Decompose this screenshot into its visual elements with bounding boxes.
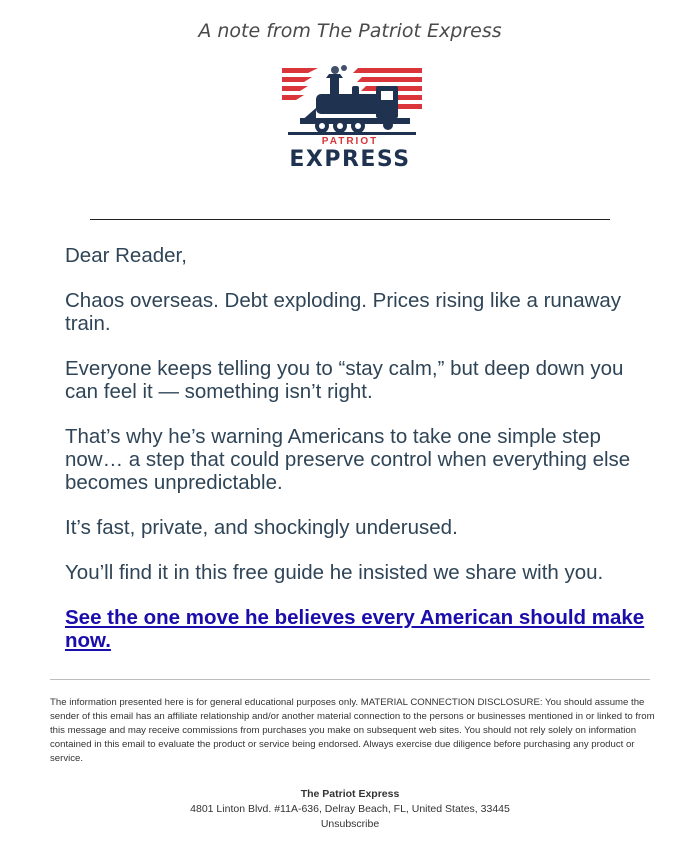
disclaimer-text: The information presented here is for general educational purposes only. MATERIAL CONNECTION DISCLOSURE: You should assume the sender of this email has an affiliate relationship and/or another material connection to the persons or businesses mentioned in or linked to from this message and may receive commissions from purchases you make on subsequent web sites. You should not rely solely on information contained in this email to evaluate the product or service being endorsed. Always exercise due diligence before purchasing any product or service.	[50, 697, 655, 764]
footer-address: 4801 Linton Blvd. #11A-636, Delray Beach, FL, United States, 33445	[190, 803, 510, 815]
logo-top-text: PATRIOT	[321, 136, 379, 147]
cta-link[interactable]: See the one move he believes every American should make now.	[65, 606, 645, 652]
footer-divider	[50, 679, 650, 680]
footer	[0, 787, 700, 832]
email-body	[65, 244, 650, 674]
greeting: Dear Reader,	[65, 244, 187, 267]
logo-bottom-text: EXPRESS	[289, 147, 411, 172]
patriot-express-logo	[278, 64, 422, 172]
paragraph-4: It’s fast, private, and shockingly underused.	[65, 516, 458, 539]
paragraph-5: You’ll find it in this free guide he insisted we share with you.	[65, 561, 604, 584]
unsubscribe-link[interactable]: Unsubscribe	[320, 818, 380, 830]
header-divider	[90, 219, 610, 220]
paragraph-2: Everyone keeps telling you to “stay calm,” but deep down you can feel it — something isn’t right.	[65, 357, 624, 403]
paragraph-3: That’s why he’s warning Americans to take one simple step now… a step that could preserve control when everything else becomes unpredictable.	[65, 425, 631, 494]
header-note: A note from The Patriot Express	[198, 20, 502, 42]
footer-company: The Patriot Express	[300, 788, 400, 800]
paragraph-1: Chaos overseas. Debt exploding. Prices rising like a runaway train.	[65, 289, 622, 335]
